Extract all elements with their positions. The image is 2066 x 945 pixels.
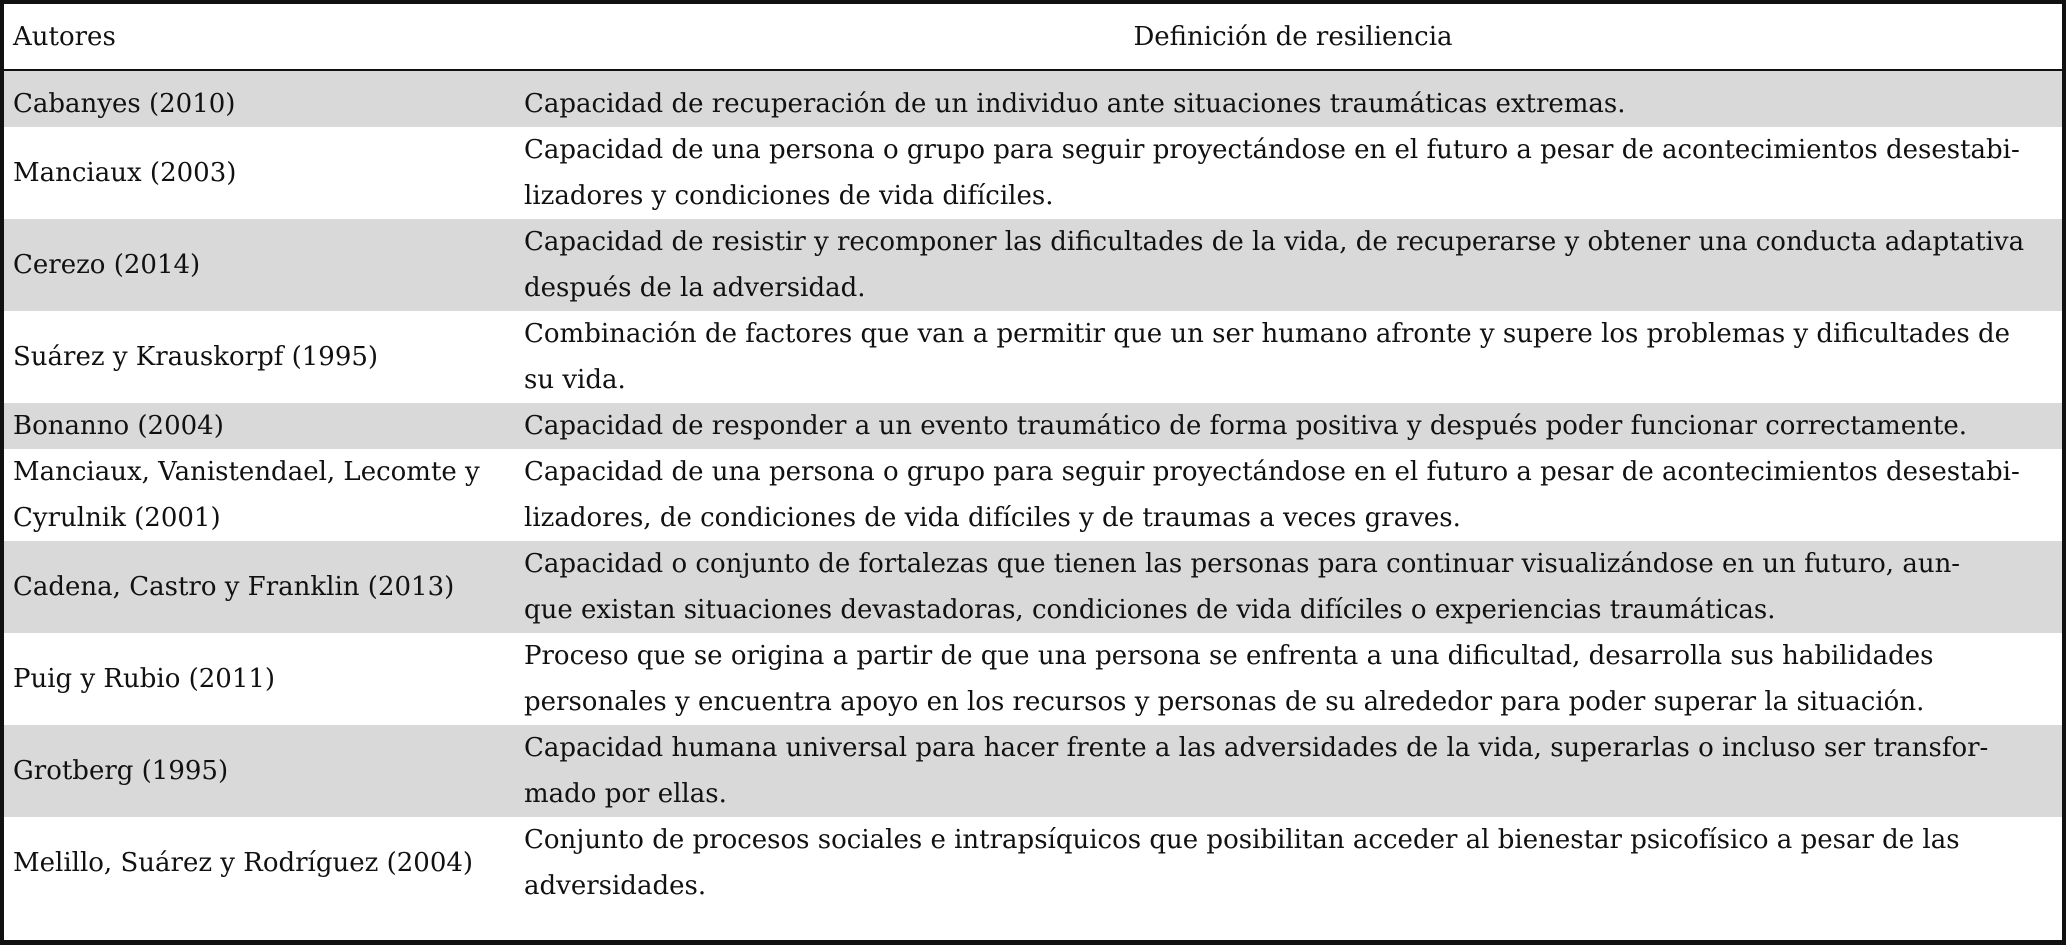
definition-line: Conjunto de procesos sociales e intrapsíquicos que posibilitan acceder al bienestar psicofísico a pesar de las [524,825,1960,855]
author-line: Cerezo (2014) [13,250,201,280]
definition-line: Capacidad de recuperación de un individuo ante situaciones traumáticas extremas. [524,89,1626,119]
definition-cell [524,633,2062,725]
author-line: Cadena, Castro y Franklin (2013) [13,572,455,602]
author-cell [4,449,524,541]
author-cell [4,242,524,288]
definition-cell [524,219,2062,311]
definition-line: Capacidad de una persona o grupo para seguir proyectándose en el futuro a pesar de acontecimientos desestabi- [524,457,2020,487]
author-line: Suárez y Krauskorpf (1995) [13,342,379,372]
definition-line: Capacidad de resistir y recomponer las dificultades de la vida, de recuperarse y obtener una conducta adaptativa [524,227,2025,257]
table-row [4,449,2062,541]
author-line: Puig y Rubio (2011) [13,664,276,694]
table-row [4,127,2062,219]
definition-line: Capacidad humana universal para hacer frente a las adversidades de la vida, superarlas o incluso ser transfor- [524,733,1989,763]
author-cell [4,150,524,196]
author-cell [4,656,524,702]
table-body [4,81,2062,909]
definition-line: Combinación de factores que van a permitir que un ser humano afronte y supere los problemas y dificultades de [524,319,2010,349]
author-line: Grotberg (1995) [13,756,229,786]
author-cell [4,840,524,886]
header-definition: Definición de resiliencia [1133,22,1453,52]
author-cell [4,81,524,127]
definition-line: lizadores y condiciones de vida difíciles. [524,181,1054,211]
header-authors: Autores [13,22,116,52]
author-line: Manciaux (2003) [13,158,237,188]
definition-cell [524,725,2062,817]
author-cell [4,403,524,449]
definition-line: personales y encuentra apoyo en los recursos y personas de su alrededor para poder superar la situación. [524,687,1925,717]
definition-line: su vida. [524,365,626,395]
author-cell [4,334,524,380]
author-line: Cyrulnik (2001) [13,503,221,533]
table-row [4,403,2062,449]
definition-line: mado por ellas. [524,779,727,809]
definition-cell [524,81,2062,127]
definition-cell [524,311,2062,403]
table-row [4,219,2062,311]
table-header [4,4,2062,71]
author-line: Melillo, Suárez y Rodríguez (2004) [13,848,474,878]
definition-line: después de la adversidad. [524,273,866,303]
author-cell [4,748,524,794]
definition-line: Capacidad de una persona o grupo para seguir proyectándose en el futuro a pesar de acontecimientos desestabi- [524,135,2020,165]
definition-cell [524,541,2062,633]
definition-cell [524,449,2062,541]
definition-line: que existan situaciones devastadoras, condiciones de vida difíciles o experiencias traumáticas. [524,595,1776,625]
definition-line: Capacidad o conjunto de fortalezas que tienen las personas para continuar visualizándose en un futuro, aun- [524,549,1961,579]
definition-cell [524,817,2062,909]
table-row [4,541,2062,633]
author-line: Bonanno (2004) [13,411,224,441]
definition-cell [524,403,2062,449]
table-row [4,725,2062,817]
definition-line: Proceso que se origina a partir de que una persona se enfrenta a una dificultad, desarrolla sus habilidades [524,641,1934,671]
header-spacer [4,71,2062,81]
author-cell [4,564,524,610]
table-row [4,311,2062,403]
definition-cell [524,127,2062,219]
definition-line: lizadores, de condiciones de vida difíciles y de traumas a veces graves. [524,503,1461,533]
definition-line: adversidades. [524,871,707,901]
author-line: Cabanyes (2010) [13,89,236,119]
table-row [4,81,2062,127]
definition-line: Capacidad de responder a un evento traumático de forma positiva y después poder funcionar correctamente. [524,411,1968,441]
table-row [4,817,2062,909]
author-line: Manciaux, Vanistendael, Lecomte y [13,457,480,487]
table-row [4,633,2062,725]
